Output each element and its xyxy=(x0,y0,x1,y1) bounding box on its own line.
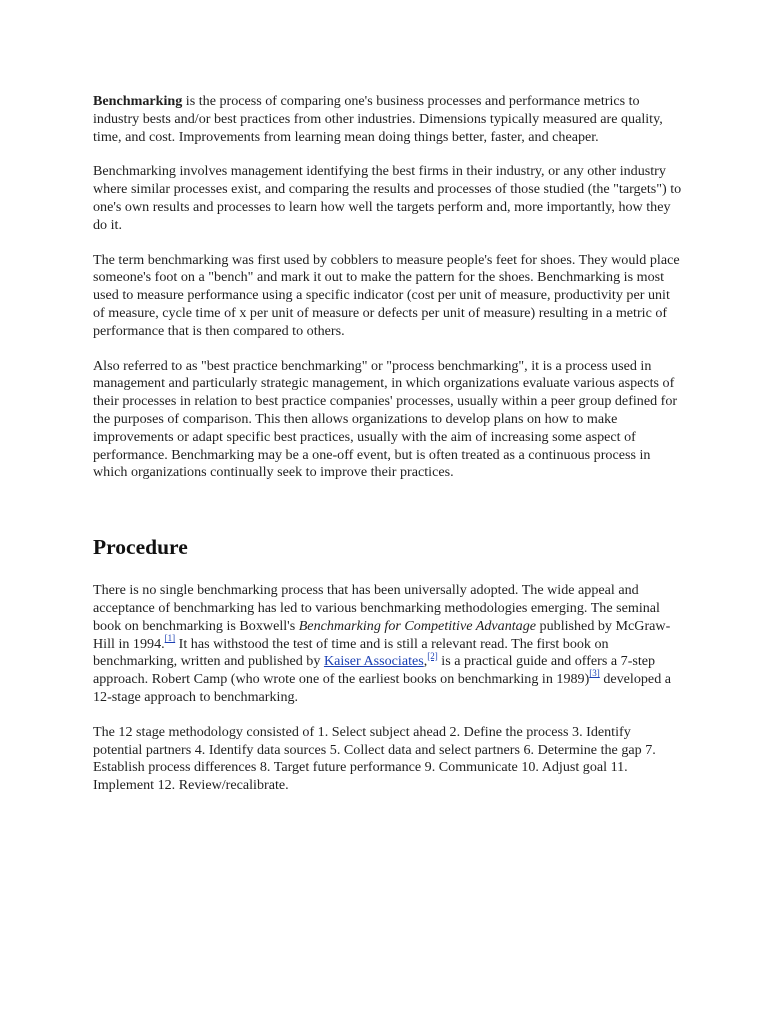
procedure-text-b: published by McGraw-Hill in 1994. xyxy=(93,617,671,652)
reference-3-link[interactable]: [3] xyxy=(589,668,600,679)
reference-2 xyxy=(427,651,438,661)
book-title: Benchmarking for Competitive Advantage xyxy=(298,617,537,634)
procedure-text-e: is a practical guide and offers a 7-step approach. Robert Camp (who wrote one of the earliest books on benchmarking in 1989) xyxy=(93,653,656,688)
intro-paragraph-2: Benchmarking involves management identifying the best firms in their industry, or any other industry where similar processes exist, and comparing the results and processes of those studied (the "targets") to one's own results and processes to learn how well the targets perform and, more importantly, how they do it. xyxy=(93,163,682,233)
reference-3 xyxy=(589,668,600,678)
reference-2-link[interactable]: [2] xyxy=(427,650,438,661)
reference-1 xyxy=(165,633,176,643)
intro-paragraph-1 xyxy=(93,93,683,146)
procedure-paragraph-2: The 12 stage methodology consisted of 1. Select subject ahead 2. Define the process 3. Identify potential partners 4. Identify data sources 5. Collect data and select partners 6. Determine the gap 7. Establish process differences 8. Target future performance 9. Communicate 10. Adjust goal 11. Implement 12. Review/recalibrate. xyxy=(93,723,656,794)
procedure-text-a: There is no single benchmarking process that has been universally adopted. The wide appeal and acceptance of benchmarking has led to various benchmarking methodologies emerging. The seminal book on benchmarking is Boxwell's xyxy=(93,582,660,634)
intro-paragraph-1-text: is the process of comparing one's business processes and performance metrics to industry bests and/or best practices from other industries. Dimensions typically measured are quality, time, and cost. Improvements from learning mean doing things better, faster, and cheaper. xyxy=(93,93,663,145)
procedure-text-f: developed a 12-stage approach to benchmarking. xyxy=(93,671,672,705)
procedure-paragraph-1 xyxy=(93,582,683,707)
procedure-text-c: It has withstood the test of time and is still a relevant read. The first book on benchmarking, written and published by xyxy=(93,635,609,670)
section-heading-procedure: Procedure xyxy=(93,535,188,560)
kaiser-associates-link[interactable]: Kaiser Associates xyxy=(323,653,424,670)
term-benchmarking: Benchmarking xyxy=(93,93,183,109)
document-page xyxy=(93,93,683,812)
reference-1-link[interactable]: [1] xyxy=(164,632,176,643)
intro-paragraph-3: The term benchmarking was first used by cobblers to measure people's feet for shoes. They would place someone's foot on a "bench" and mark it out to make the pattern for the shoes. Benchmarking is most used to measure performance using a specific indicator (cost per unit of measure, productivity per unit of measure, cycle time of x per unit of measure or defects per unit of measure) resulting in a metric of performance that is then compared to others. xyxy=(93,251,680,339)
intro-paragraph-4: Also referred to as "best practice benchmarking" or "process benchmarking", it is a process used in management and particularly strategic management, in which organizations evaluate various aspects of their processes in relation to best practice companies' processes, usually within a peer group defined for the purposes of comparison. This then allows organizations to develop plans on how to make improvements or adapt specific best practices, usually with the aim of increasing some aspect of performance. Benchmarking may be a one-off event, but is often treated as a continuous process in which organizations continually seek to improve their practices. xyxy=(93,357,678,481)
procedure-text-d: , xyxy=(423,653,428,670)
